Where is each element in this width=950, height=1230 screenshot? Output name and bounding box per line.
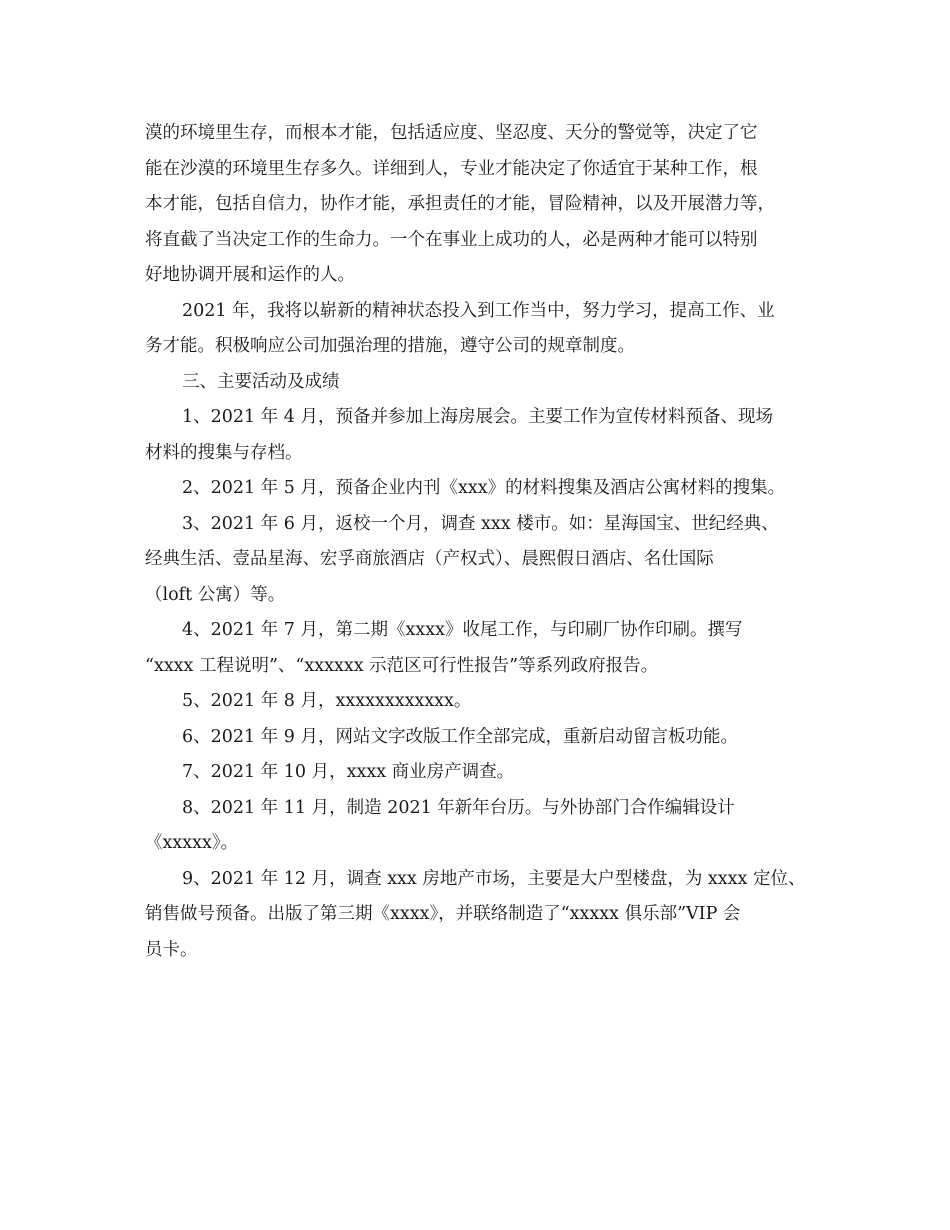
- paragraph: [145, 507, 815, 614]
- text-line: 7、2021 年 10 月，xxxx 商业房产调查。: [182, 762, 515, 782]
- text-line: 能在沙漠的环境里生存多久。详细到人，专业才能决定了你适宜于某种工作，根: [145, 158, 758, 179]
- text-line: 《xxxxx》。: [145, 833, 239, 853]
- text-line: 1、2021 年 4 月，预备并参加上海房展会。主要工作为宣传材料预备、现场: [182, 407, 773, 427]
- text-line: “xxxx 工程说明”、“xxxxxx 示范区可行性报告”等系列政府报告。: [145, 655, 659, 676]
- text-line: 5、2021 年 8 月，xxxxxxxxxxxx。: [182, 691, 472, 711]
- paragraph: [145, 613, 815, 684]
- text-line: 将直截了当决定工作的生命力。一个在事业上成功的人，必是两种才能可以特别: [145, 229, 758, 250]
- text-line: 2021 年，我将以崭新的精神状态投入到工作当中，努力学习，提高工作、业: [182, 300, 775, 321]
- text-line: 销售做号预备。出版了第三期《xxxx》，并联络制造了“xxxxx 俱乐部”VIP 会: [145, 904, 741, 924]
- paragraph: [145, 400, 815, 471]
- paragraph: [145, 365, 815, 401]
- text-line: 员卡。: [145, 939, 198, 960]
- text-line: （loft 公寓）等。: [145, 584, 286, 605]
- paragraph: [145, 116, 815, 294]
- paragraph: [145, 684, 815, 720]
- paragraph: [145, 755, 815, 791]
- paragraph: [145, 471, 815, 507]
- text-line: 2、2021 年 5 月，预备企业内刊《xxx》的材料搜集及酒店公寓材料的搜集。: [182, 478, 786, 498]
- text-line: 经典生活、壹品星海、宏孚商旅酒店（产权式）、晨熙假日酒店、名仕国际: [145, 549, 714, 569]
- paragraph: [145, 294, 815, 365]
- text-line: 4、2021 年 7 月，第二期《xxxx》收尾工作，与印刷厂协作印刷。撰写: [182, 620, 743, 640]
- text-line: 漠的环境里生存，而根本才能，包括适应度、坚忍度、天分的警觉等，决定了它: [145, 123, 758, 143]
- text-line: 务才能。积极响应公司加强治理的措施，遵守公司的规章制度。: [145, 336, 635, 356]
- paragraph: [145, 862, 815, 969]
- text-line: 3、2021 年 6 月，返校一个月，调查 xxx 楼市。如：星海国宝、世纪经典、: [182, 513, 779, 534]
- document-body: [145, 116, 815, 968]
- paragraph: [145, 720, 815, 756]
- text-line: 6、2021 年 9 月，网站文字改版工作全部完成，重新启动留言板功能。: [182, 726, 738, 747]
- text-line: 8、2021 年 11 月，制造 2021 年新年台历。与外协部门合作编辑设计: [182, 797, 735, 818]
- text-line: 9、2021 年 12 月，调查 xxx 房地产市场，主要是大户型楼盘，为 xxxx 定位、: [182, 868, 806, 889]
- text-line: 三、主要活动及成绩: [182, 371, 340, 392]
- text-line: 材料的搜集与存档。: [145, 442, 303, 463]
- text-line: 好地协调开展和运作的人。: [145, 265, 355, 285]
- paragraph: [145, 791, 815, 862]
- text-line: 本才能，包括自信力，协作才能，承担责任的才能，冒险精神，以及开展潜力等，: [145, 194, 775, 214]
